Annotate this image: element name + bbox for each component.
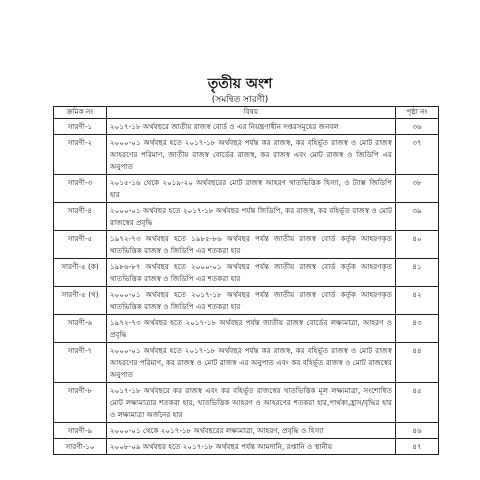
row-subject: ২০০৮-০৯ অর্থবছর হতে ২০১৭-১৮ অর্থবছর পর্যন্ত আমদানি, রপ্তানি ও স্থানীয় [107,439,396,455]
row-page: ৩৬ [396,119,439,135]
row-page: ৪৩ [396,315,439,343]
row-page: ৪১ [396,259,439,287]
row-subject: ২০১৭-১৮ অর্থবছরে কর রাজস্ব এবং কর বহির্ভূত রাজস্বের খাতভিত্তিক মূল লক্ষ্যমাত্রা, সংশোধিত মোট লক্ষ্যমাত্রার শতকরা হার, খাতভিত্তিক আহরণ ও আহরণের শতকরা হার,পার্থক্য,হ্রাস/বৃদ্ধির হার ও লক্ষ্যমাত্রা অর্জনের হার [107,383,396,423]
table-row [54,231,439,259]
row-subject: ২০০০-০১ অর্থবছর হতে ২০১৭-১৮ অর্থবছর পর্যন্ত কর রাজস্ব, কর বহির্ভূত রাজস্ব ও মোট রাজস্ব আহরণের পরিমাণ, জাতীয় রাজস্ব বোর্ডের রাজস্ব, কর রাজস্ব এবং মোট রাজস্ব ও জিডিপি এর অনুপাত [107,135,396,175]
row-page: ৩৮ [396,175,439,203]
row-serial: সারণী-৪ [54,203,107,231]
table-row [54,383,439,423]
table-row [54,203,439,231]
page-subtitle: (সমন্বিত সারণী) [211,95,269,105]
column-header-subject: বিষয় [107,107,396,119]
row-page: ৩৯ [396,203,439,231]
row-serial: সারণী-১০ [54,439,107,455]
table-of-contents [53,106,439,455]
row-serial: সারণী-৮ [54,383,107,423]
row-serial: সারণী-১ [54,119,107,135]
row-subject: ২০০০-০১ থেকে ২০১৭-১৮ অর্থবছরের লক্ষ্যমাত্রা, আহরণ, প্রবৃদ্ধি ও হিস্যা [107,423,396,439]
row-page: ৪৬ [396,423,439,439]
table-row [54,423,439,439]
row-subject: ১৯৭২-৭৩ অর্থবছর হতে ২০১৭-১৮ অর্থবছর পর্যন্ত জাতীয় রাজস্ব বোর্ডের লক্ষ্যমাত্রা, আহরণ ও প্রবৃদ্ধি [107,315,396,343]
row-serial: সারণী-৫ (খ) [54,287,107,315]
table-row [54,439,439,455]
row-serial: সারণী-৭ [54,343,107,383]
row-serial: সারণী-৯ [54,423,107,439]
row-subject: ১৯৮৬-৮৭ অর্থবছর হতে ২০০০-০১ অর্থবছর পর্যন্ত জাতীয় রাজস্ব বোর্ড কর্তৃক আহরণকৃত খাতভিত্তিক রাজস্ব ও জিডিপি এর শতকরা হার [107,259,396,287]
row-page: ৪৭ [396,439,439,455]
table-header-row [54,107,439,119]
row-page: ৪৫ [396,383,439,423]
column-header-serial: ক্রমিক নং [54,107,107,119]
row-serial: সারণী-৫ (ক) [54,259,107,287]
row-subject: ২০১৭-১৮ অর্থবছরে জাতীয় রাজস্ব বোর্ড ও এর নিয়ন্ত্রণাধীন দপ্তরসমূহের জনবল [107,119,396,135]
row-page: ৩৭ [396,135,439,175]
table-row [54,175,439,203]
table-row [54,119,439,135]
row-subject: ১৯৭২-৭৩ অর্থবছর হতে ১৯৮৫-৮৬ অর্থবছর পর্যন্ত জাতীয় রাজস্ব বোর্ড কর্তৃক আহরণকৃত খাতভিত্তিক রাজস্ব ও জিডিপি এর শতকরা হার [107,231,396,259]
row-serial: সারণী-৬ [54,315,107,343]
page-title: তৃতীয় অংশ [207,76,273,92]
table-row [54,287,439,315]
table-row [54,259,439,287]
row-serial: সারণী-২ [54,135,107,175]
table-row [54,135,439,175]
table-row [54,343,439,383]
row-serial: সারণী-৫ [54,231,107,259]
row-page: ৪২ [396,287,439,315]
row-page: ৪০ [396,231,439,259]
row-subject: ২০০০-০১ অর্থবছর হতে ২০১৭-১৮ অর্থবছর পর্যন্ত জিডিপি, কর রাজস্ব, কর বহির্ভূত রাজস্ব ও মোট রাজস্বের প্রবৃদ্ধি [107,203,396,231]
row-serial: সারণী-৩ [54,175,107,203]
row-subject: ২০০০-০১ অর্থবছর হতে ২০১৭-১৮ অর্থবছর পর্যন্ত জাতীয় রাজস্ব বোর্ড কর্তৃক আহরণকৃত খাতভিত্তিক রাজস্ব ও জিডিপি এর শতকরা হার [107,287,396,315]
row-subject: ২০০০-০১ অর্থবছর হতে ২০১৭-১৮ অর্থবছর পর্যন্ত কর রাজস্ব, কর বহির্ভূত রাজস্ব ও মোট রাজস্ব আহরণের পরিমাণ, কর রাজস্ব ও মোট রাজস্ব এর অনুপাত এবং কর বহির্ভূত রাজস্ব ও মোট রাজস্বের অনুপাত [107,343,396,383]
row-subject: ২০১৫-১৬ থেকে ২০১৯-২০ অর্থবছরের মোট রাজস্ব আহরণ খাতভিত্তিক হিস্যা, ও ট্যাক্স জিডিপি হার [107,175,396,203]
row-page: ৪৪ [396,343,439,383]
table-row [54,315,439,343]
column-header-page: পৃষ্ঠা নং [396,107,439,119]
